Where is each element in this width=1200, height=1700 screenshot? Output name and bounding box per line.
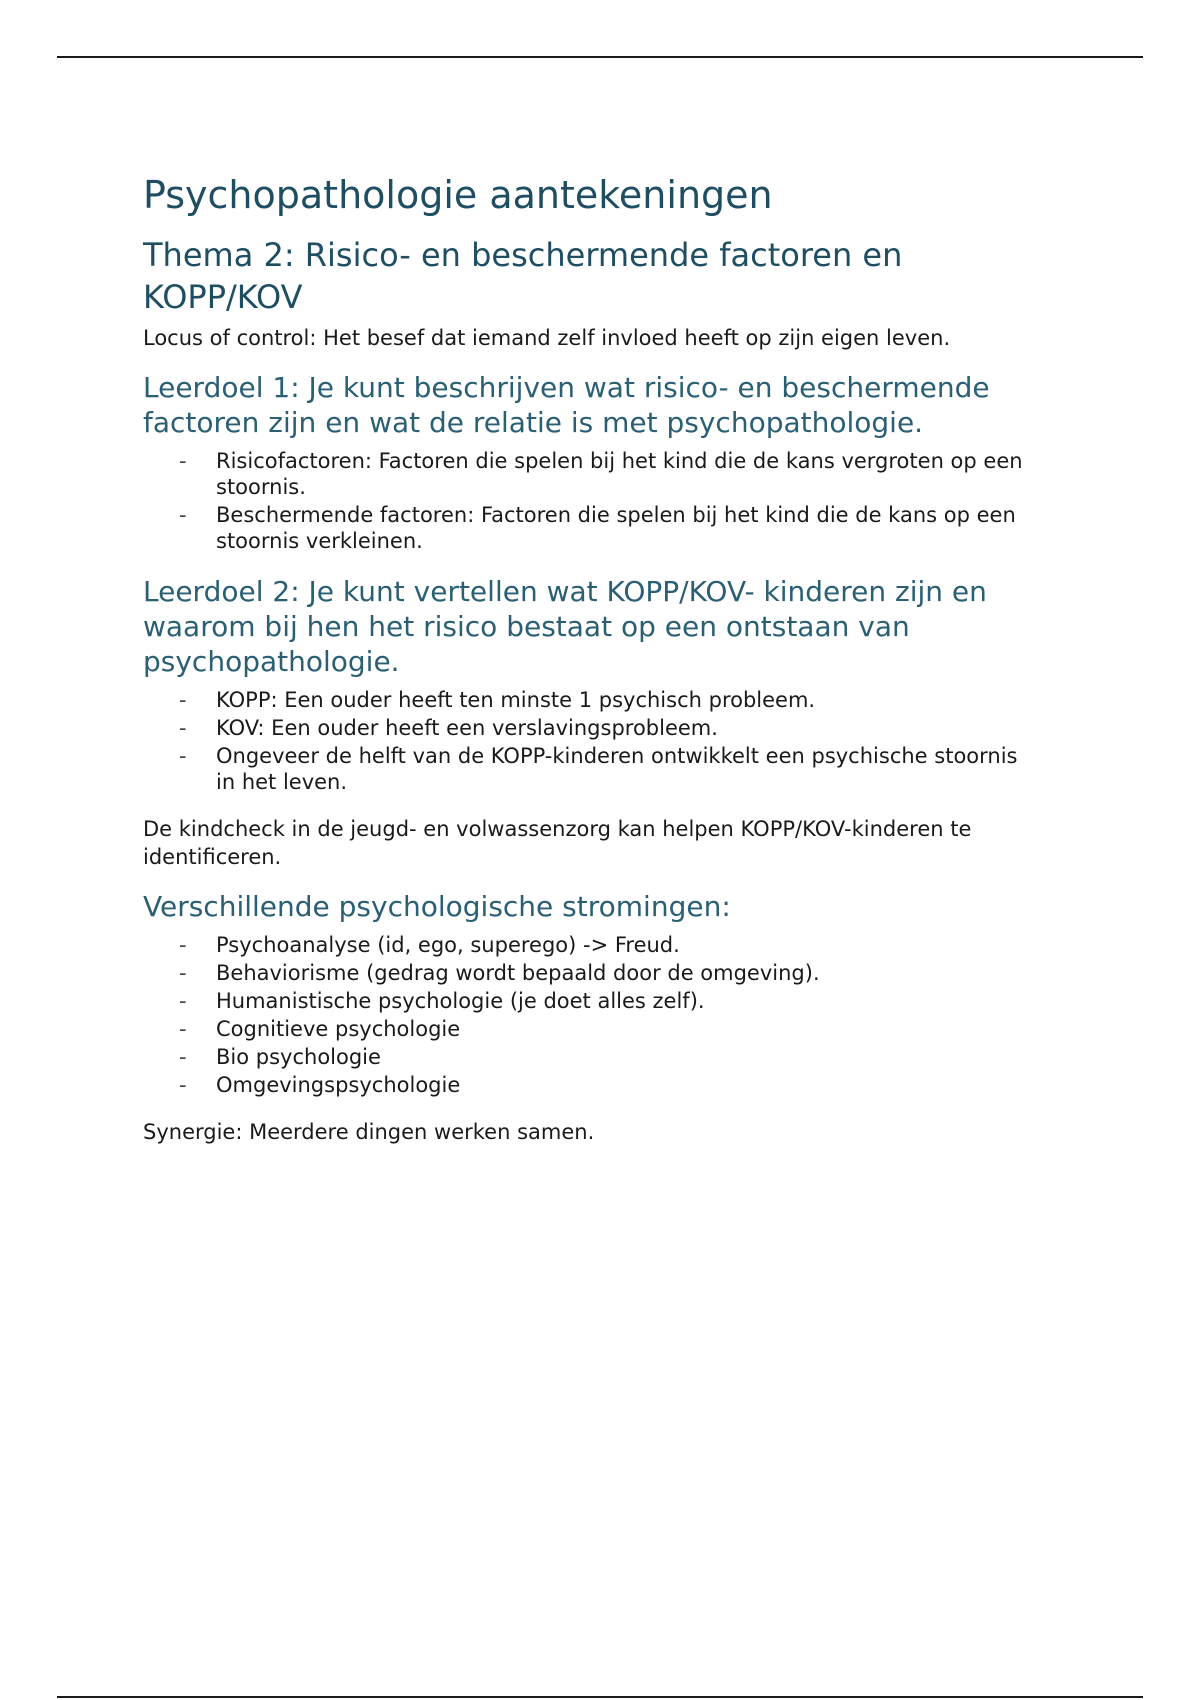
- theme-heading: Thema 2: Risico- en beschermende factoren en KOPP/KOV: [143, 235, 903, 316]
- list-item: - Humanistische psychologie (je doet alles zelf).: [179, 988, 705, 1013]
- dash-bullet: -: [179, 715, 187, 740]
- goal1-heading: Leerdoel 1: Je kunt beschrijven wat risico- en beschermende factoren zijn en wat de relatie is met psychopathologie.: [143, 370, 990, 439]
- dash-bullet: -: [179, 988, 187, 1013]
- synergy-text: Synergie: Meerdere dingen werken samen.: [143, 1119, 595, 1144]
- list-item: - Bio psychologie: [179, 1044, 381, 1069]
- list-item: - KOPP: Een ouder heeft ten minste 1 psychisch probleem.: [179, 687, 816, 712]
- list-item: - Psychoanalyse (id, ego, superego) -> Freud.: [179, 932, 680, 957]
- list-item: - Omgevingspsychologie: [179, 1072, 461, 1097]
- locus-of-control-text: Locus of control: Het besef dat iemand zelf invloed heeft op zijn eigen leven.: [143, 325, 951, 350]
- list-item: - KOV: Een ouder heeft een verslavingsprobleem.: [179, 715, 718, 740]
- dash-bullet: -: [179, 502, 187, 527]
- list-item: - Beschermende factoren: Factoren die spelen bij het kind die de kans op een stoornis verkleinen.: [179, 502, 1016, 553]
- kindcheck-text: De kindcheck in de jeugd- en volwassenzorg kan helpen KOPP/KOV-kinderen te identificeren.: [143, 816, 972, 869]
- dash-bullet: -: [179, 687, 187, 712]
- dash-bullet: -: [179, 1044, 187, 1069]
- document-body: [143, 174, 1043, 1164]
- dash-bullet: -: [179, 932, 187, 957]
- dash-bullet: -: [179, 743, 187, 768]
- goal2-heading: Leerdoel 2: Je kunt vertellen wat KOPP/KOV- kinderen zijn en waarom bij hen het risico bestaat op een ontstaan van psychopathologie.: [143, 574, 987, 678]
- header-rule: [57, 56, 1143, 58]
- dash-bullet: -: [179, 960, 187, 985]
- document-title: Psychopathologie aantekeningen: [143, 173, 773, 217]
- dash-bullet: -: [179, 1016, 187, 1041]
- streams-list: [143, 932, 1043, 1098]
- footer-rule: [57, 1696, 1143, 1698]
- list-item: - Cognitieve psychologie: [179, 1016, 461, 1041]
- list-item: - Risicofactoren: Factoren die spelen bij het kind die de kans vergroten op een stoornis.: [179, 448, 1023, 499]
- dash-bullet: -: [179, 1072, 187, 1097]
- streams-heading: Verschillende psychologische stromingen:: [143, 889, 731, 923]
- goal2-list: [143, 687, 1043, 795]
- list-item: - Ongeveer de helft van de KOPP-kinderen ontwikkelt een psychische stoornis in het leven.: [179, 743, 1018, 794]
- goal1-list: [143, 448, 1043, 554]
- dash-bullet: -: [179, 448, 187, 473]
- list-item: - Behaviorisme (gedrag wordt bepaald door de omgeving).: [179, 960, 820, 985]
